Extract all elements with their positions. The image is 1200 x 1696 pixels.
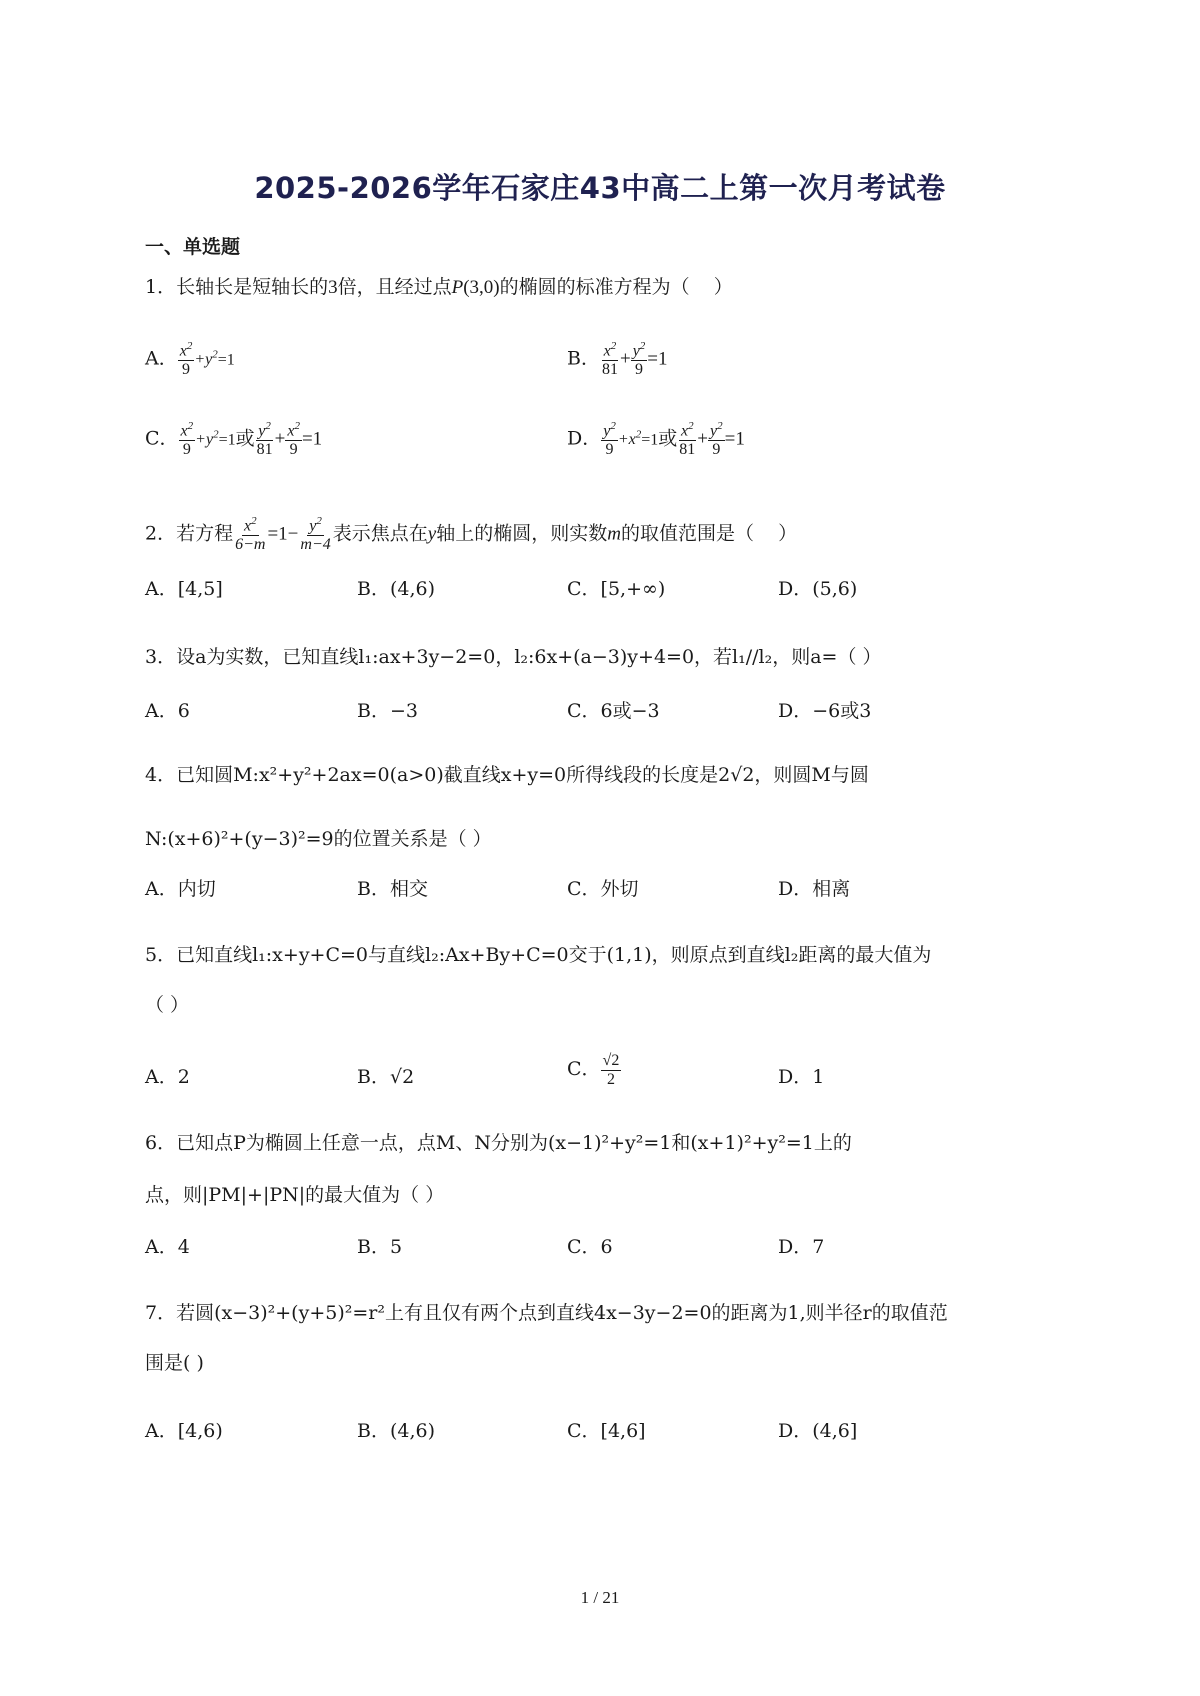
question-5-stem-line-1: 5．已知直线l₁:x+y+C=0与直线l₂:Ax+By+C=0交于(1,1)，则原点到直线l₂距离的最大值为 <box>145 944 932 966</box>
question-6-stem-line-1: 6．已知点P为椭圆上任意一点，点M、N分别为(x−1)²+y²=1和(x+1)²+y²=1上的 <box>145 1132 852 1154</box>
question-2-option-d: D．(5,6) <box>778 578 858 600</box>
question-3-option-c: C．6或−3 <box>567 700 660 722</box>
question-5-option-c: C． $\frac{√2}{2}$ <box>567 1052 620 1088</box>
question-4-option-c: C．外切 <box>567 878 639 900</box>
question-4-option-d: D．相离 <box>778 878 851 900</box>
question-4-option-b: B．相交 <box>357 878 428 900</box>
question-4-stem-line-2: N:(x+6)²+(y−3)²=9的位置关系是（ ） <box>145 828 492 850</box>
question-6-option-c: C．6 <box>567 1236 613 1258</box>
page-number: 1 / 21 <box>580 1588 620 1607</box>
question-1-option-c: C． $\frac{x^2}{9}$ $+y^2=1$或 $\frac{y^2}{81}$ + $\frac{x^2}{9}$ =1 <box>145 420 323 458</box>
question-7-option-a: A．[4,6) <box>145 1420 223 1442</box>
question-6-option-a: A．4 <box>145 1236 190 1258</box>
question-7-option-d: D．(4,6] <box>778 1420 858 1442</box>
question-2-option-a: A．[4,5] <box>145 578 223 600</box>
question-5-option-b: B．√2 <box>357 1066 415 1088</box>
question-4-stem-line-1: 4．已知圆M:x²+y²+2ax=0(a>0)截直线x+y=0所得线段的长度是2√2，则圆M与圆 <box>145 764 869 786</box>
question-5-stem-line-2: （ ） <box>145 994 190 1016</box>
page-title: 2025-2026学年石家庄43中高二上第一次月考试卷 <box>254 171 946 205</box>
section-heading: 一、单选题 <box>145 236 241 258</box>
question-2-option-b: B．(4,6) <box>357 578 436 600</box>
question-6-option-b: B．5 <box>357 1236 403 1258</box>
question-1-option-b: B． $\frac{x^2}{81}$ + $\frac{y^2}{9}$ =1 <box>567 340 668 378</box>
question-3-stem: 3．设a为实数，已知直线l₁:ax+3y−2=0，l₂:6x+(a−3)y+4=0，若l₁//l₂，则a=（ ） <box>145 646 882 668</box>
question-7-stem-line-1: 7．若圆(x−3)²+(y+5)²=r²上有且仅有两个点到直线4x−3y−2=0的距离为1,则半径r的取值范 <box>145 1302 948 1324</box>
question-5-option-d: D．1 <box>778 1066 825 1088</box>
question-3-option-d: D．−6或3 <box>778 700 872 722</box>
question-2-stem: 2．若方程 $\frac{x^2}{6-m}$ =1− $\frac{y^2}{m-4}$ 表示焦点在y轴上的椭圆，则实数m的取值范围是（ ） <box>145 515 798 553</box>
question-1-option-a: A． $\frac{x^2}{9}$ $+y^2=1$ <box>145 340 235 378</box>
question-4-option-a: A．内切 <box>145 878 216 900</box>
question-7-option-c: C．[4,6] <box>567 1420 646 1442</box>
question-7-stem-line-2: 围是( ) <box>145 1352 204 1374</box>
question-3-option-b: B．−3 <box>357 700 418 722</box>
question-7-option-b: B．(4,6) <box>357 1420 436 1442</box>
question-6-option-d: D．7 <box>778 1236 825 1258</box>
question-1-stem: 1．长轴长是短轴长的3倍，且经过点P(3,0)的椭圆的标准方程为（ ） <box>145 276 733 298</box>
question-5-option-a: A．2 <box>145 1066 190 1088</box>
question-6-stem-line-2: 点，则|PM|+|PN|的最大值为（ ） <box>145 1184 445 1206</box>
question-3-option-a: A．6 <box>145 700 190 722</box>
question-1-option-d: D． $\frac{y^2}{9}$ $+x^2=1$或 $\frac{x^2}{81}$ + $\frac{y^2}{9}$ =1 <box>567 420 745 458</box>
question-2-option-c: C．[5,+∞) <box>567 578 666 600</box>
